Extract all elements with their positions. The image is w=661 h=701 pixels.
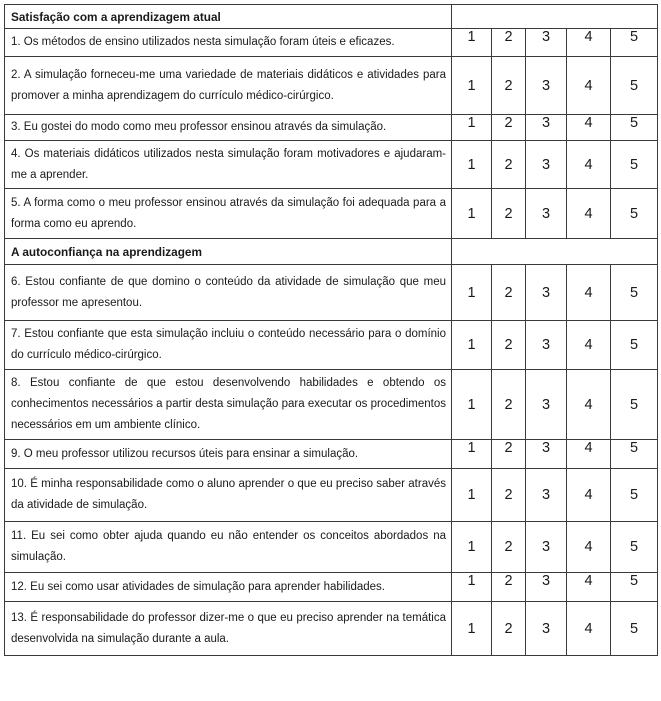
rating-option-3[interactable]: 3 [526,57,567,115]
question-row [5,29,658,57]
rating-option-5[interactable]: 5 [611,189,658,239]
rating-option-4[interactable]: 4 [567,469,611,522]
rating-option-4[interactable]: 4 [567,573,611,602]
rating-option-1[interactable]: 1 [452,189,492,239]
rating-option-4[interactable]: 4 [567,189,611,239]
rating-option-5[interactable]: 5 [611,29,658,57]
rating-option-3[interactable]: 3 [526,573,567,602]
question-text: 3. Eu gostei do modo como meu professor ensinou através da simulação. [5,115,452,141]
question-row [5,141,658,189]
rating-option-2[interactable]: 2 [492,573,526,602]
question-text: 7. Estou confiante que esta simulação incluiu o conteúdo necessário para o domínio do currículo médico-cirúrgico. [5,321,452,370]
rating-option-3[interactable]: 3 [526,141,567,189]
section-title: A autoconfiança na aprendizagem [5,239,452,265]
rating-option-1[interactable]: 1 [452,522,492,573]
rating-option-5[interactable]: 5 [611,57,658,115]
rating-option-1[interactable]: 1 [452,29,492,57]
question-row [5,440,658,469]
rating-option-2[interactable]: 2 [492,469,526,522]
rating-option-5[interactable]: 5 [611,602,658,656]
question-text: 4. Os materiais didáticos utilizados nesta simulação foram motivadores e ajudaram-me a aprender. [5,141,452,189]
question-row [5,265,658,321]
rating-option-5[interactable]: 5 [611,321,658,370]
question-text: 1. Os métodos de ensino utilizados nesta simulação foram úteis e eficazes. [5,29,452,57]
section-title: Satisfação com a aprendizagem atual [5,5,452,29]
rating-option-1[interactable]: 1 [452,265,492,321]
question-text: 6. Estou confiante de que domino o conteúdo da atividade de simulação que meu professor me apresentou. [5,265,452,321]
rating-option-2[interactable]: 2 [492,141,526,189]
rating-option-1[interactable]: 1 [452,469,492,522]
rating-option-2[interactable]: 2 [492,265,526,321]
section-header-row [5,239,658,265]
section-header-blank-cell [452,5,658,29]
rating-option-4[interactable]: 4 [567,115,611,141]
rating-option-4[interactable]: 4 [567,321,611,370]
rating-option-4[interactable]: 4 [567,522,611,573]
rating-option-3[interactable]: 3 [526,469,567,522]
question-row [5,602,658,656]
rating-option-3[interactable]: 3 [526,321,567,370]
rating-option-1[interactable]: 1 [452,440,492,469]
rating-option-5[interactable]: 5 [611,370,658,440]
question-row [5,321,658,370]
rating-option-5[interactable]: 5 [611,141,658,189]
rating-option-1[interactable]: 1 [452,115,492,141]
rating-option-2[interactable]: 2 [492,370,526,440]
rating-option-5[interactable]: 5 [611,115,658,141]
rating-option-3[interactable]: 3 [526,370,567,440]
question-text: 5. A forma como o meu professor ensinou através da simulação foi adequada para a forma como eu aprendo. [5,189,452,239]
question-row [5,189,658,239]
rating-option-3[interactable]: 3 [526,440,567,469]
rating-option-2[interactable]: 2 [492,602,526,656]
rating-option-2[interactable]: 2 [492,440,526,469]
question-row [5,57,658,115]
section-header-row [5,5,658,29]
rating-option-1[interactable]: 1 [452,141,492,189]
question-text: 11. Eu sei como obter ajuda quando eu não entender os conceitos abordados na simulação. [5,522,452,573]
rating-option-4[interactable]: 4 [567,440,611,469]
rating-option-2[interactable]: 2 [492,29,526,57]
rating-option-4[interactable]: 4 [567,370,611,440]
question-row [5,522,658,573]
rating-option-3[interactable]: 3 [526,115,567,141]
question-text: 9. O meu professor utilizou recursos úteis para ensinar a simulação. [5,440,452,469]
rating-option-5[interactable]: 5 [611,265,658,321]
question-text: 12. Eu sei como usar atividades de simulação para aprender habilidades. [5,573,452,602]
rating-option-4[interactable]: 4 [567,602,611,656]
question-row [5,573,658,602]
rating-option-1[interactable]: 1 [452,57,492,115]
rating-option-5[interactable]: 5 [611,573,658,602]
question-text: 8. Estou confiante de que estou desenvolvendo habilidades e obtendo os conhecimentos necessários a partir desta simulação para executar os procedimentos necessários em um ambiente clínico. [5,370,452,440]
rating-option-3[interactable]: 3 [526,189,567,239]
rating-option-1[interactable]: 1 [452,321,492,370]
rating-option-3[interactable]: 3 [526,522,567,573]
question-row [5,370,658,440]
rating-option-1[interactable]: 1 [452,602,492,656]
rating-option-3[interactable]: 3 [526,602,567,656]
question-row [5,469,658,522]
rating-option-4[interactable]: 4 [567,57,611,115]
rating-option-5[interactable]: 5 [611,469,658,522]
section-header-blank-cell [452,239,658,265]
rating-option-5[interactable]: 5 [611,440,658,469]
question-row [5,115,658,141]
rating-option-5[interactable]: 5 [611,522,658,573]
rating-option-1[interactable]: 1 [452,573,492,602]
rating-option-3[interactable]: 3 [526,29,567,57]
question-text: 2. A simulação forneceu-me uma variedade de materiais didáticos e atividades para promover a minha aprendizagem do currículo médico-cirúrgico. [5,57,452,115]
rating-option-2[interactable]: 2 [492,321,526,370]
rating-option-2[interactable]: 2 [492,189,526,239]
question-text: 10. É minha responsabilidade como o aluno aprender o que eu preciso saber através da atividade de simulação. [5,469,452,522]
survey-table [4,4,658,656]
rating-option-3[interactable]: 3 [526,265,567,321]
rating-option-4[interactable]: 4 [567,265,611,321]
rating-option-4[interactable]: 4 [567,29,611,57]
rating-option-2[interactable]: 2 [492,522,526,573]
rating-option-4[interactable]: 4 [567,141,611,189]
rating-option-2[interactable]: 2 [492,57,526,115]
rating-option-2[interactable]: 2 [492,115,526,141]
question-text: 13. É responsabilidade do professor dizer-me o que eu preciso aprender na temática desenvolvida na simulação durante a aula. [5,602,452,656]
rating-option-1[interactable]: 1 [452,370,492,440]
